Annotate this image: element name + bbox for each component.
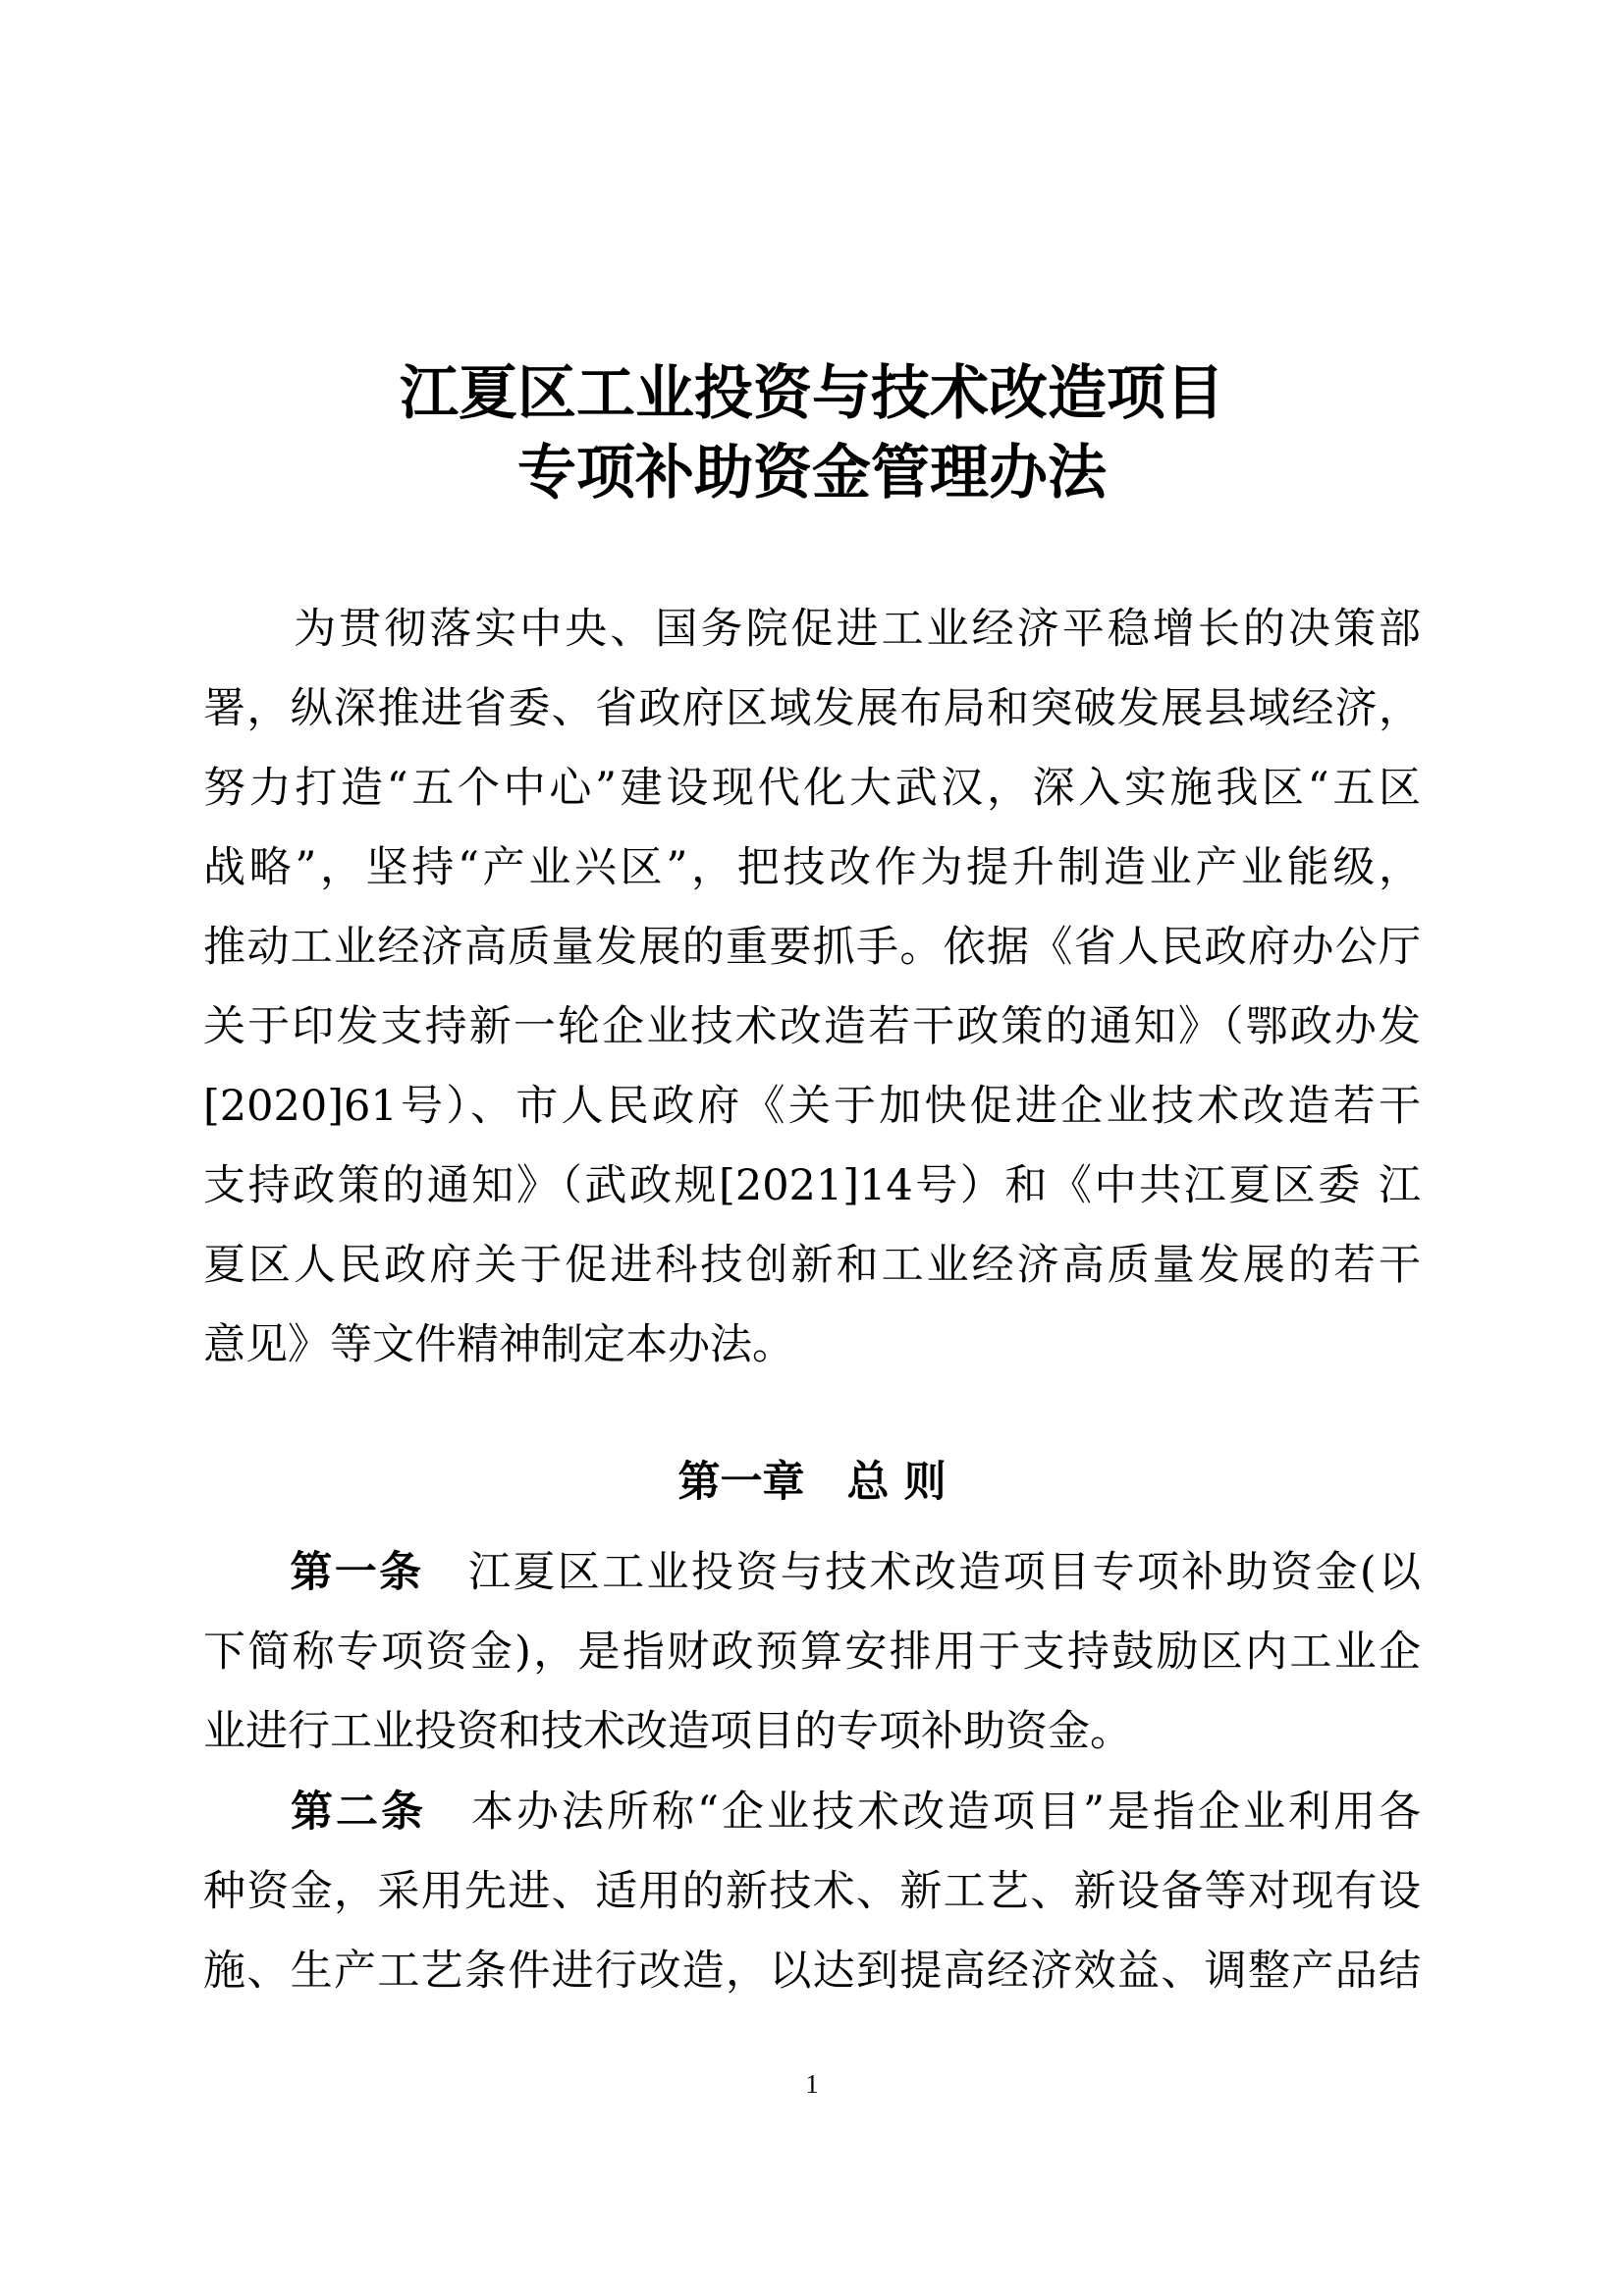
article-1-paragraph: [203, 1533, 1421, 1772]
preamble-line: 夏区人民政府关于促进科技创新和工业经济高质量发展的若干: [203, 1241, 1421, 1290]
preamble-line: 推动工业经济高质量发展的重要抓手。依据《省人民政府办公厅: [203, 923, 1421, 972]
document-title-line-1: 江夏区工业投资与技术改造项目: [400, 359, 1224, 428]
document-title-line-2: 专项补助资金管理办法: [517, 439, 1107, 507]
article-1-text: 江夏区工业投资与技术改造项目专项补助资金(以: [423, 1548, 1422, 1597]
article-2-paragraph: [203, 1773, 1421, 2011]
article-1-line: 下简称专项资金)，是指财政预算安排用于支持鼓励区内工业企: [203, 1628, 1421, 1677]
article-1-line: 业进行工业投资和技术改造项目的专项补助资金。: [203, 1707, 1132, 1756]
page-number: 1: [805, 2069, 819, 2099]
chapter-heading: 第一章 总 则: [677, 1458, 947, 1507]
preamble-line: 为贯彻落实中央、国务院促进工业经济平稳增长的决策部: [203, 605, 1421, 654]
preamble-line: 战略”，坚持“产业兴区”，把技改作为提升制造业产业能级，: [203, 843, 1421, 892]
article-2-line: 种资金，采用先进、适用的新技术、新工艺、新设备等对现有设: [203, 1867, 1421, 1916]
article-2-line: 施、生产工艺条件进行改造，以达到提高经济效益、调整产品结: [203, 1947, 1421, 1996]
preamble-line: 意见》等文件精神制定本办法。: [203, 1320, 794, 1369]
preamble-line: 署，纵深推进省委、省政府区域发展布局和突破发展县域经济，: [203, 684, 1421, 733]
preamble-paragraph: [203, 590, 1421, 1385]
article-1-lead: 第一条: [288, 1548, 424, 1597]
article-2-text: 本办法所称“企业技术改造项目”是指企业利用各: [426, 1788, 1422, 1837]
article-1-line: [203, 1533, 1421, 1613]
article-2-lead: 第二条: [288, 1788, 427, 1837]
preamble-line: 关于印发支持新一轮企业技术改造若干政策的通知》（鄂政办发: [203, 1002, 1421, 1051]
article-2-line: [203, 1773, 1421, 1852]
preamble-line: 支持政策的通知》（武政规[2021]14号）和《中共江夏区委 江: [203, 1161, 1421, 1210]
preamble-line: 努力打造“五个中心”建设现代化大武汉，深入实施我区“五区: [203, 764, 1421, 813]
preamble-line: [2020]61号）、市人民政府《关于加快促进企业技术改造若干: [203, 1082, 1421, 1131]
